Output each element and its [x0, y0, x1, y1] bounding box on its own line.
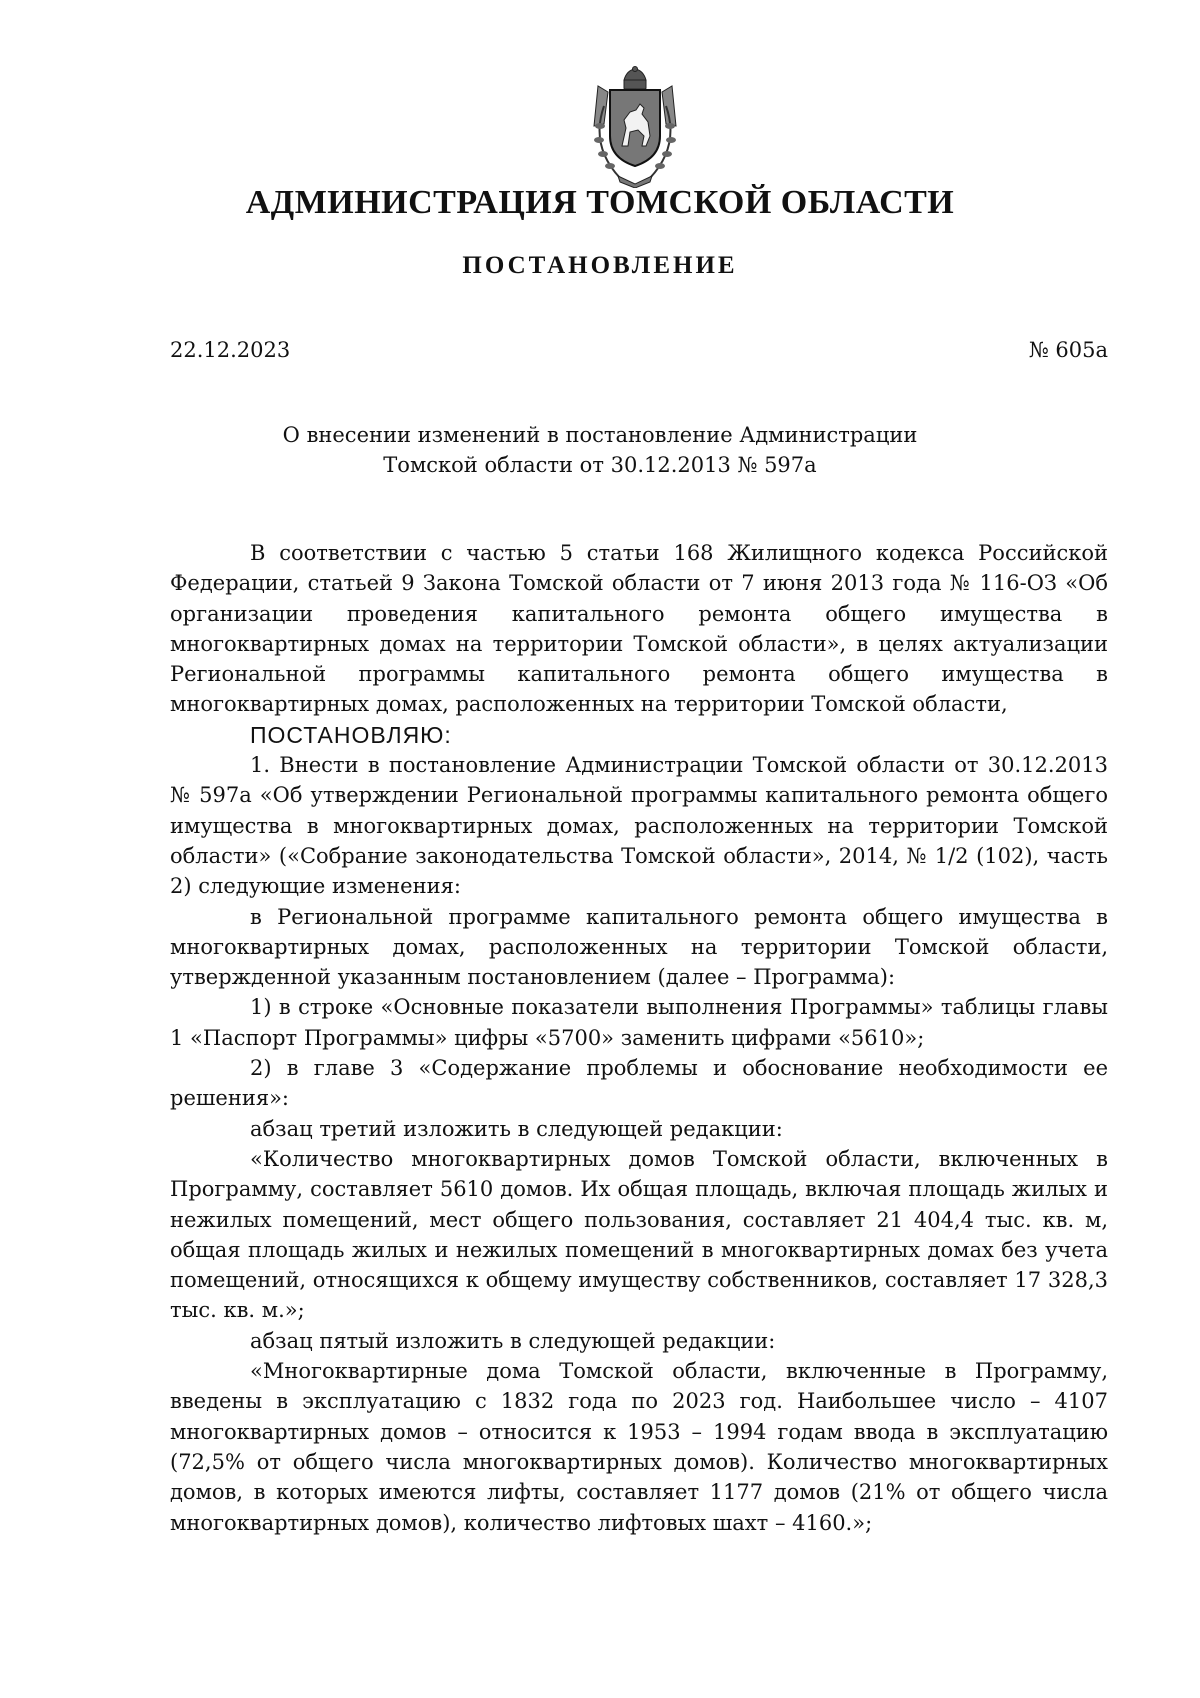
body-paragraph: 2) в главе 3 «Содержание проблемы и обоснование необходимости ее решения»:	[170, 1056, 1108, 1111]
body-paragraph: абзац третий изложить в следующей редакции:	[250, 1116, 783, 1141]
body-paragraph: В соответствии с частью 5 статьи 168 Жилищного кодекса Российской Федерации, статьей 9 Закона Томской области от 7 июня 2013 года № 116-ОЗ «Об организации проведения капитального ремонта общего имущества в многоквартирных домах на территории Томской области», в целях актуализации Региональной программы капитального ремонта общего имущества в многоквартирных домах, расположенных на территории Томской области,	[170, 541, 1108, 717]
coat-of-arms-icon	[580, 66, 690, 188]
body-paragraph: в Региональной программе капитального ремонта общего имущества в многоквартирных домах, расположенных на территории Томской области, утвержденной указанным постановлением (далее – Программа):	[170, 904, 1108, 990]
document-type-title: ПОСТАНОВЛЕНИЕ	[462, 252, 738, 279]
body-paragraph: 1. Внести в постановление Администрации Томской области от 30.12.2013 № 597а «Об утверждении Региональной программы капитального ремонта общего имущества в многоквартирных домах, расположенных на территории Томской области» («Собрание законодательства Томской области», 2014, № 1/2 (102), часть 2) следующие изменения:	[170, 753, 1108, 899]
body-paragraph: «Количество многоквартирных домов Томской области, включенных в Программу, составляет 5610 домов. Их общая площадь, включая площадь жилых и нежилых помещений, мест общего пользования, составляет 21 404,4 тыс. кв. м, общая площадь жилых и нежилых помещений в многоквартирных домах без учета помещений, относящихся к общему имуществу собственников, составляет 17 328,3 тыс. кв. м.»;	[170, 1146, 1108, 1323]
body-paragraph: 1) в строке «Основные показатели выполнения Программы» таблицы главы 1 «Паспорт Программы» цифры «5700» заменить цифрами «5610»;	[170, 995, 1108, 1050]
document-date: 22.12.2023	[170, 338, 291, 362]
document-subject	[0, 420, 1200, 480]
organization-title: АДМИНИСТРАЦИЯ ТОМСКОЙ ОБЛАСТИ	[245, 184, 955, 221]
document-number: № 605а	[1028, 338, 1108, 362]
body-paragraph: «Многоквартирные дома Томской области, включенные в Программу, введены в эксплуатацию с 1832 года по 2023 год. Наибольшее число – 4107 многоквартирных домов – относится к 1953 – 1994 годам ввода в эксплуатацию (72,5% от общего числа многоквартирных домов). Количество многоквартирных домов, в которых имеются лифты, составляет 1177 домов (21% от общего числа многоквартирных домов), количество лифтовых шахт – 4160.»;	[170, 1359, 1108, 1535]
subject-line: О внесении изменений в постановление Администрации	[282, 423, 918, 447]
document-body	[170, 538, 1108, 1538]
subject-line: Томской области от 30.12.2013 № 597а	[383, 453, 817, 477]
body-paragraph: абзац пятый изложить в следующей редакции:	[250, 1328, 776, 1353]
decree-word: ПОСТАНОВЛЯЮ:	[250, 721, 452, 748]
